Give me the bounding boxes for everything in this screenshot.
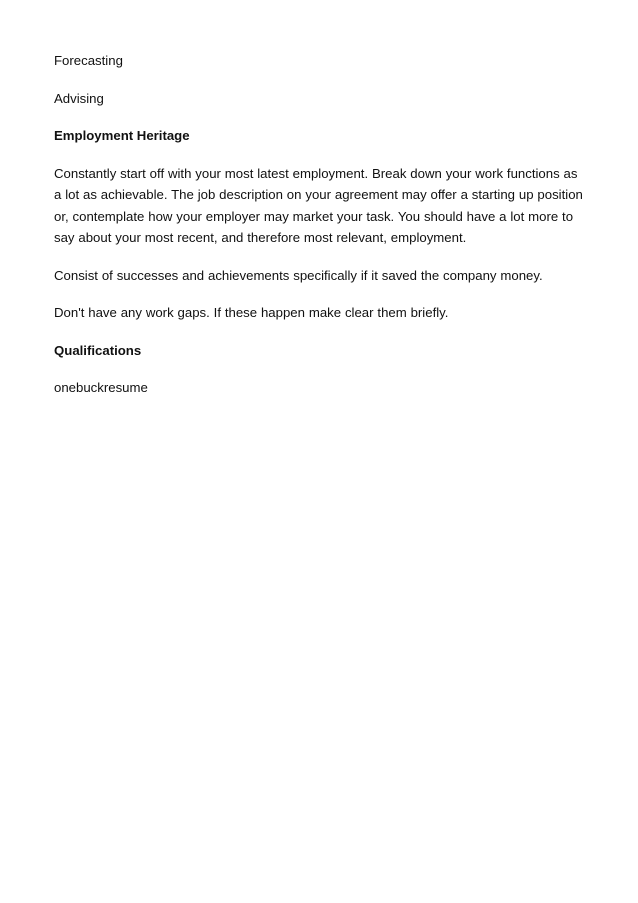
employment-paragraph-1: Constantly start off with your most latest employment. Break down your work functions as a lot as achievable. The job description on your agreement may offer a starting up position or, contemplate how your employer may market your task. You should have a lot more to say about your most recent, and therefore most relevant, employment. bbox=[54, 165, 583, 245]
employment-paragraph-2: Consist of successes and achievements specifically if it saved the company money. bbox=[54, 267, 543, 283]
qualifications-heading: Qualifications bbox=[54, 342, 142, 358]
advising-item: Advising bbox=[54, 90, 104, 106]
forecasting-item: Forecasting bbox=[54, 53, 123, 68]
employment-heritage-heading: Employment Heritage bbox=[54, 128, 190, 143]
employment-paragraph-3: Don't have any work gaps. If these happen make clear them briefly. bbox=[54, 305, 449, 320]
onebuckresume-text: onebuckresume bbox=[54, 380, 148, 395]
document-page bbox=[54, 50, 584, 415]
